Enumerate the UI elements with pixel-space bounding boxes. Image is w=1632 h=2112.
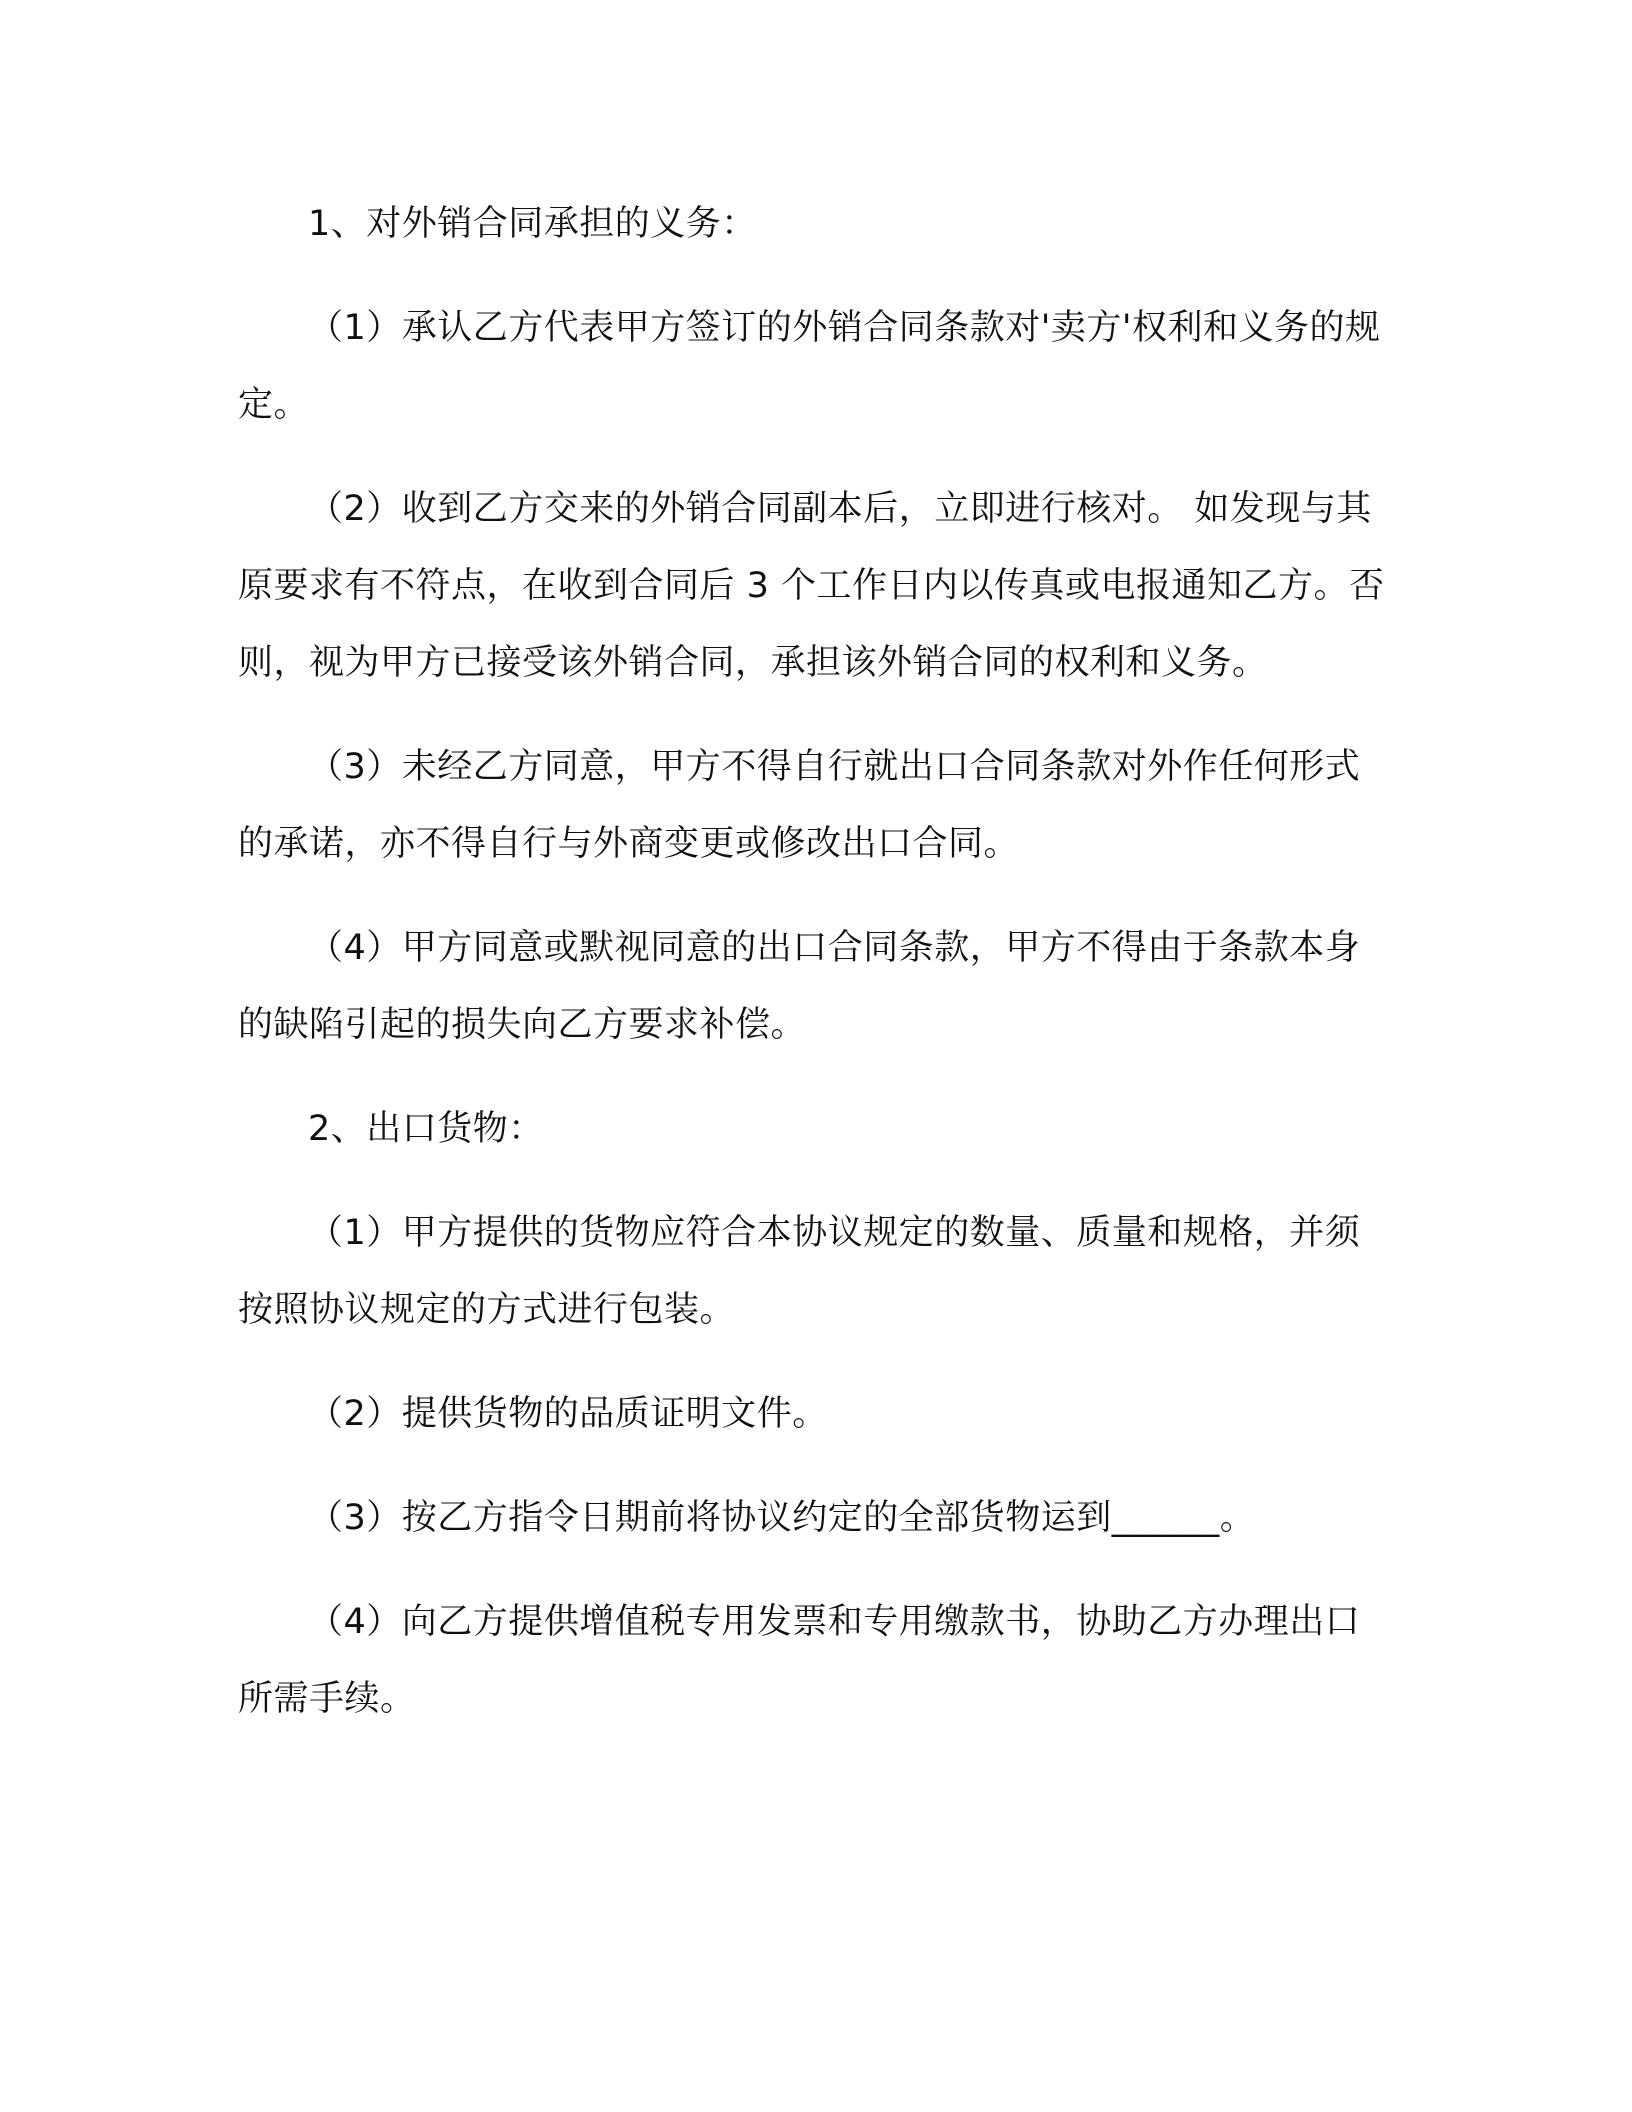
section-heading-obligations: 1、对外销合同承担的义务： — [308, 204, 757, 244]
clause-2-1: （1）甲方提供的货物应符合本协议规定的数量、质量和规格，并须按照协议规定的方式进行包装。 — [238, 1213, 1361, 1330]
clause-1-1: （1）承认乙方代表甲方签订的外销合同条款对'卖方'权利和义务的规定。 — [238, 308, 1381, 425]
document-body — [238, 186, 1393, 1738]
clause-2-4: （4）向乙方提供增值税专用发票和专用缴款书，协助乙方办理出口所需手续。 — [238, 1602, 1361, 1719]
clause-1-4: （4）甲方同意或默视同意的出口合同条款，甲方不得由于条款本身的缺陷引起的损失向乙方要求补偿。 — [238, 928, 1361, 1045]
clause-2-3: （3）按乙方指令日期前将协议约定的全部货物运到______。 — [308, 1498, 1256, 1538]
clause-2-2: （2）提供货物的品质证明文件。 — [308, 1394, 828, 1434]
clause-1-2: （2）收到乙方交来的外销合同副本后，立即进行核对。 如发现与其原要求有不符点，在收到合同后 3 个工作日内以传真或电报通知乙方。否则，视为甲方已接受该外销合同，承担该外销合同的权利和义务。 — [238, 489, 1385, 683]
clause-1-3: （3）未经乙方同意，甲方不得自行就出口合同条款对外作任何形式的承诺，亦不得自行与外商变更或修改出口合同。 — [238, 747, 1361, 864]
section-heading-export-goods: 2、出口货物： — [308, 1109, 544, 1149]
